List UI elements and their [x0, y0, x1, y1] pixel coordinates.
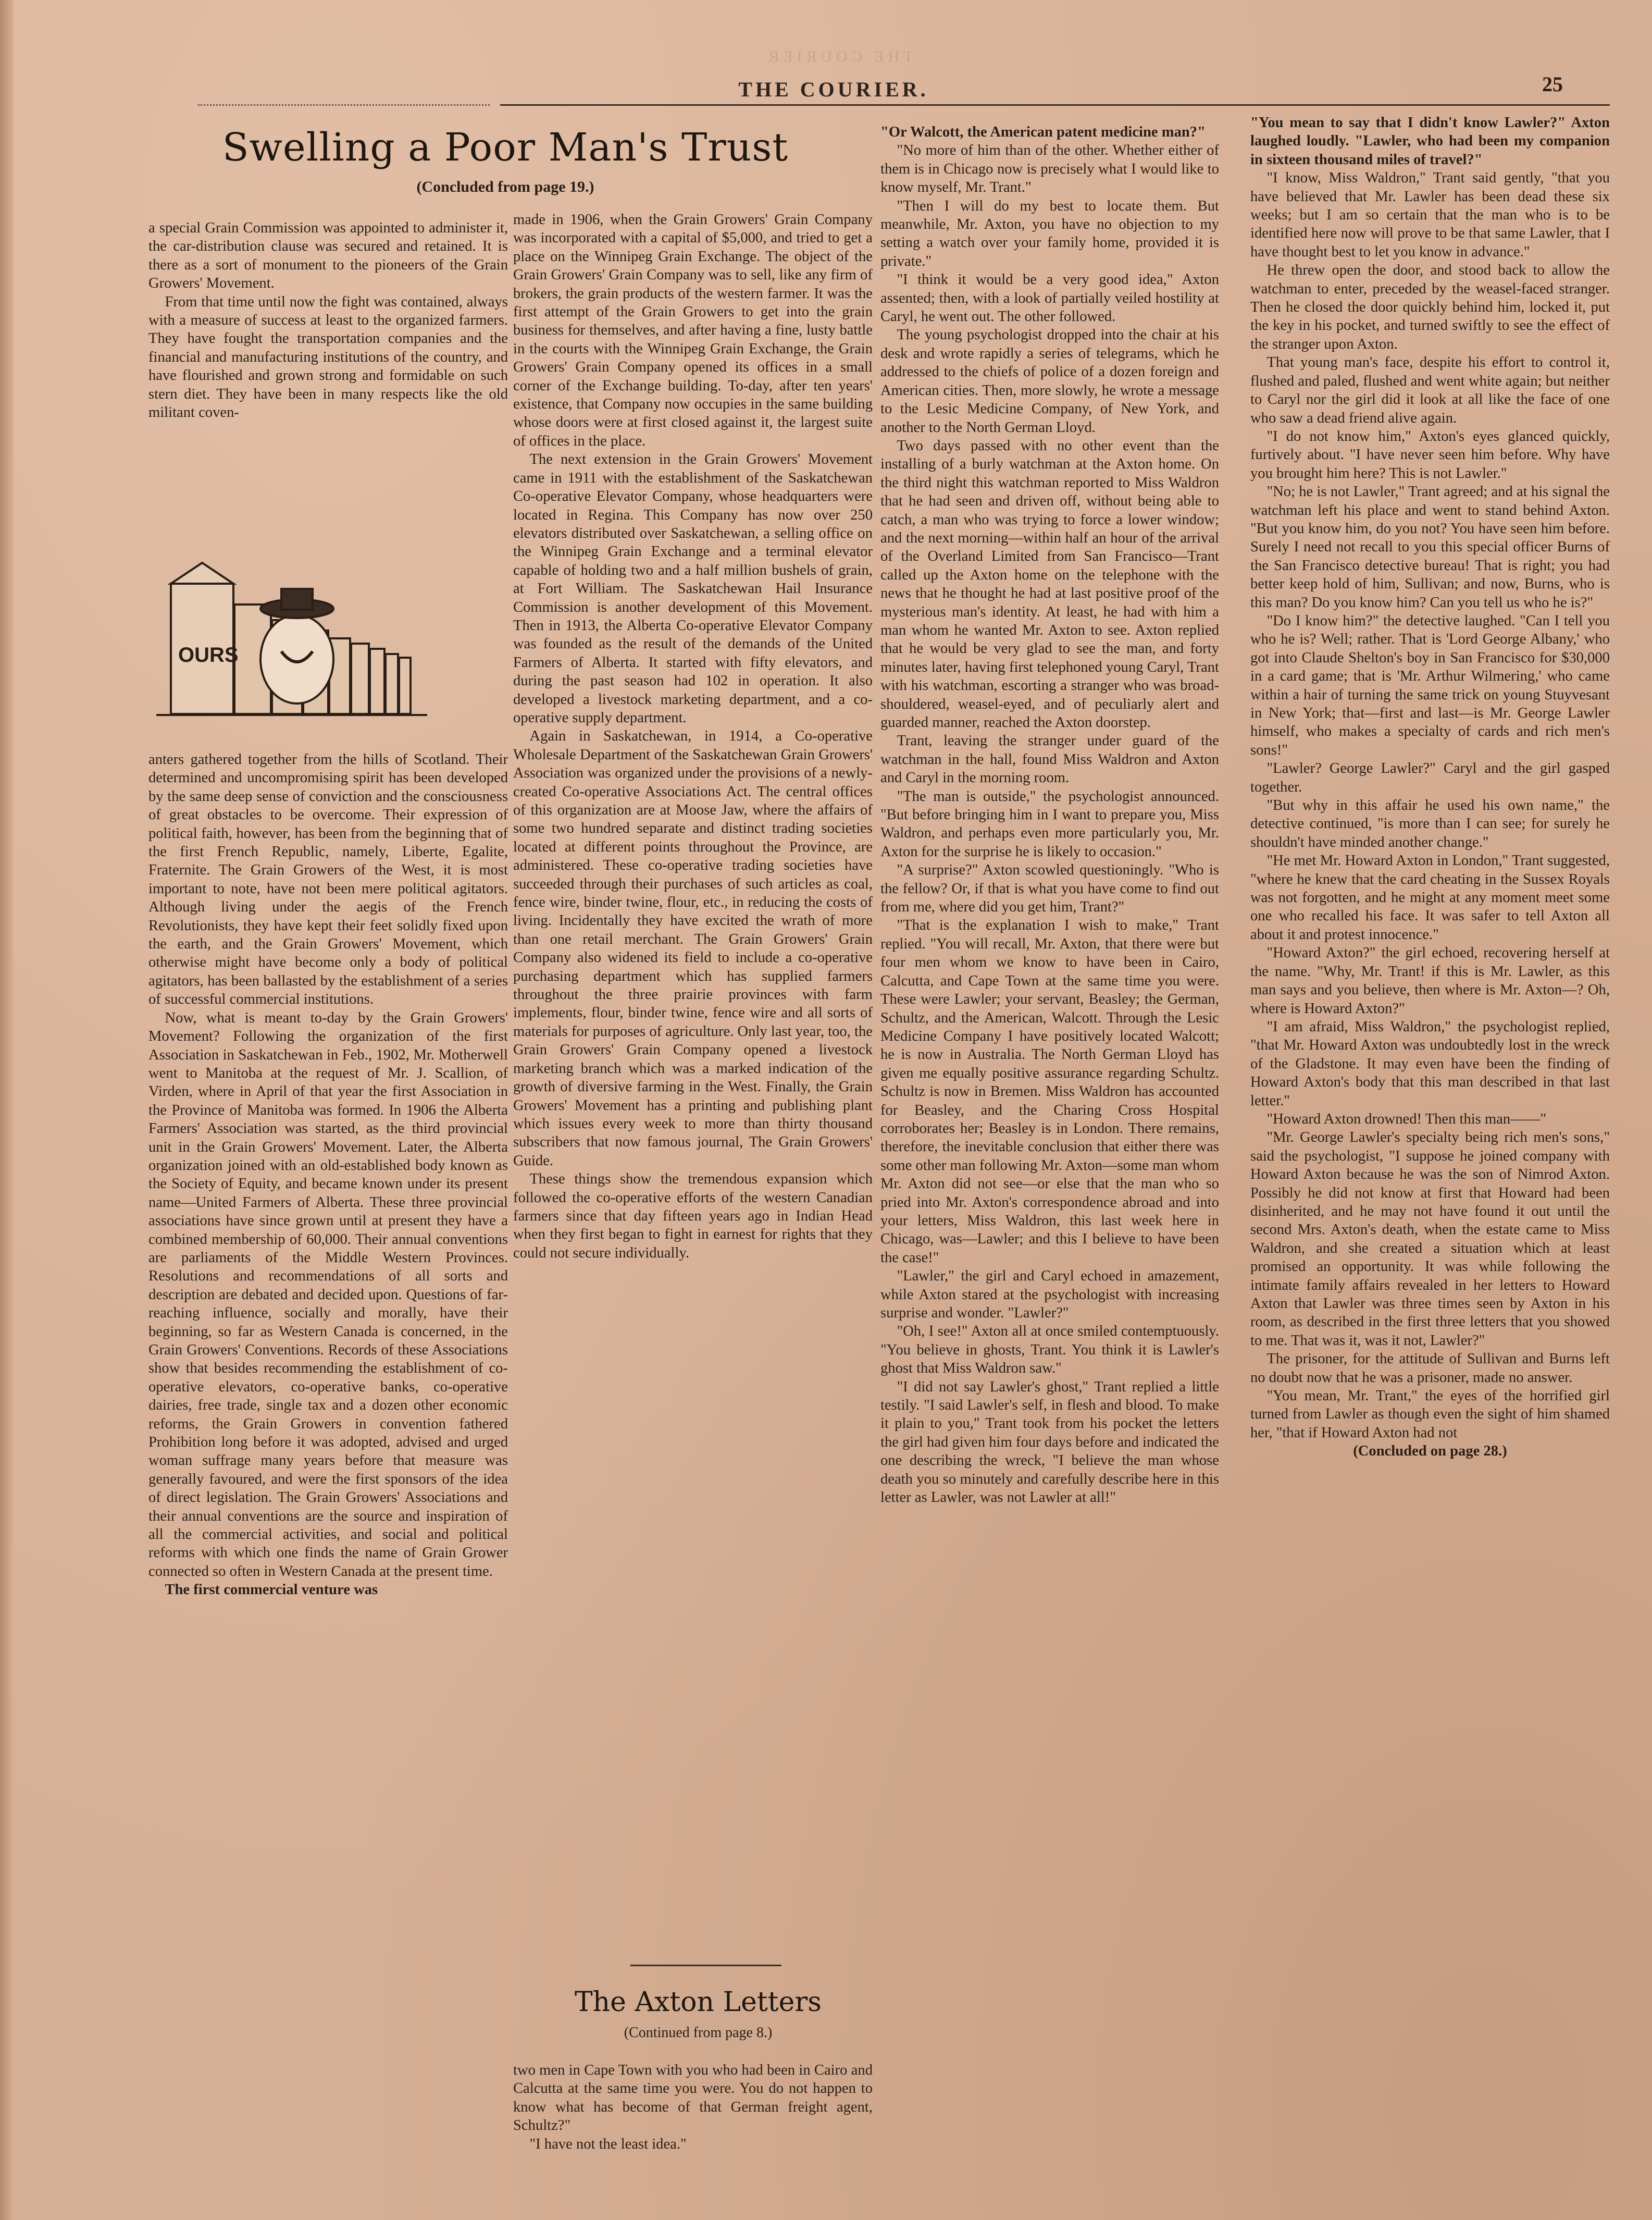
paragraph: "A surprise?" Axton scowled questioningly. "Who is the fellow? Or, if that is what you have come to find out from me, where did you get him, Trant?" — [880, 862, 1219, 916]
running-head: THE COURIER. — [738, 78, 929, 101]
paragraph: The first commercial venture was — [165, 1582, 378, 1598]
paragraph: "The man is outside," the psychologist announced. "But before bringing him in I want to prepare you, Miss Waldron, and perhaps even more particularly you, Mr. Axton for the surprise he is likely to occasion." — [880, 788, 1219, 860]
bleed-through-text: THE COURIER — [764, 48, 913, 65]
paragraph: "I am afraid, Miss Waldron," the psychologist replied, "that Mr. Howard Axton was undoubtedly lost in the wreck of the Gladstone. It may even have been the finding of Howard Axton's body that this man described in that last letter." — [1250, 1018, 1610, 1109]
paragraph: He threw open the door, and stood back to allow the watchman to enter, preceded by the weasel-faced stranger. Then he closed the door quickly behind him, locked it, put the key in his pocket, and turned swiftly to see the effect of the stranger upon Axton. — [1250, 262, 1610, 352]
paragraph: "I have not the least idea." — [529, 2136, 687, 2152]
paragraph: Trant, leaving the stranger under guard of the watchman in the hall, found Miss Waldron and Axton and Caryl in the morning room. — [880, 733, 1219, 786]
ours-sign: OURS — [178, 644, 239, 667]
paragraph: "Howard Axton drowned! Then this man——" — [1266, 1111, 1547, 1127]
page-edge — [0, 0, 14, 2220]
paragraph: "No more of him than of the other. Whether either of them is in Chicago now is precisely what I would like to know myself, Mr. Trant." — [880, 142, 1219, 196]
page-number: 25 — [1542, 72, 1563, 96]
paragraph: The prisoner, for the attitude of Sullivan and Burns left no doubt now that he was a prisoner, made no answer. — [1250, 1351, 1610, 1386]
column-4 — [1250, 114, 1610, 2156]
column-2-story — [513, 2061, 873, 2181]
paragraph: The young psychologist dropped into the chair at his desk and wrote rapidly a series of telegrams, which he addressed to the chiefs of police of a dozen foreign and American cities. Then, more slowly, he wrote a message to the Lesic Medicine Company, of New York, and another to the North German Lloyd. — [880, 327, 1219, 436]
column-1-top — [148, 219, 508, 532]
paragraph: anters gathered together from the hills of Scotland. Their determined and uncompromising spirit has been developed by the same deep sense of conviction and the consciousness of great obstacles to be overcome. Their expression of political faith, however, has been from the beginning that of the first French Republic, namely, Liberte, Egalite, Fraternite. The Grain Growers of the West, it is most important to note, have not been mere political agitators. Although living under the aegis of the French Revolutionists, they have kept their feet solidly fixed upon the earth, and the Grain Growers' Movement, which otherwise might have become only a body of political agitators, has been ballasted by the establishment of a series of successful commercial institutions. — [148, 751, 508, 1008]
paragraph: "Oh, I see!" Axton all at once smiled contemptuously. "You believe in ghosts, Trant. You think it is Lawler's ghost that Miss Waldron saw." — [880, 1323, 1219, 1377]
paragraph: made in 1906, when the Grain Growers' Grain Company was incorporated with a capital of $5,000, and tried to get a place on the Winnipeg Grain Exchange. The object of the Grain Growers' Grain Company was to sell, like any firm of brokers, the grain products of the western farmer. It was the first attempt of the Grain Growers to get into the grain business for themselves, and after having a fine, lusty battle in the courts with the Winnipeg Grain Exchange, the Grain Growers' Grain Company opened its offices in a small corner of the Exchange building. To-day, after ten years' existence, that Company now occupies in the same building whose doors were at first closed against it, the largest suite of offices in the place. — [513, 212, 873, 449]
paragraph: "But why in this affair he used his own name," the detective continued, "is more than I can see; for surely he shouldn't have minded another change." — [1250, 797, 1610, 850]
concluded-note: (Concluded from page 19.) — [416, 178, 594, 195]
paragraph: "No; he is not Lawler," Trant agreed; and at his signal the watchman left his place and went to stand behind Axton. "But you know him, do you not? You have seen him before. Surely I need not recall to you this special officer Burns of the San Francisco detective bureau! That is right; you had better keep hold of him, Sullivan; and now, Burns, who is this man? Do you know him? Can you tell us who he is?" — [1250, 484, 1610, 611]
column-2 — [513, 211, 873, 1935]
farmer-figure — [260, 615, 333, 704]
paragraph: "Howard Axton?" the girl echoed, recovering herself at the name. "Why, Mr. Trant! if this is Mr. Lawler, as this man says and you believe, then where is Mr. Axton—? Oh, where is Howard Axton?" — [1250, 945, 1610, 1017]
paragraph: "That is the explanation I wish to make," Trant replied. "You will recall, Mr. Axton, that there were but four men whom we know to have been in Cairo, Calcutta, and Cape Town at the same time you were. These were Lawler; your servant, Beasley; the German, Schultz, and the American, Walcott. Through the Lesic Medicine Company I have positively located Walcott; he is now in Australia. The North German Lloyd has given me equally positive assurance regarding Schultz. Schultz is now in Bremen. Miss Waldron has accounted for Beasley, and the Charing Cross Hospital corroborates her; Beasley is in London. There remains, therefore, the inevitable conclusion that either there was some other man following Mr. Axton—some man whom Mr. Axton did not see—or else that the man who so pried into Mr. Axton's correspondence abroad and into your letters, Miss Waldron, this last week here in Chicago, was—Lawler; and this I believe to have been the case!" — [880, 917, 1219, 1266]
paragraph: The next extension in the Grain Growers' Movement came in 1911 with the establishment of the Saskatchewan Co-operative Elevator Company, whose headquarters were located in Regina. This Company has now over 250 elevators distributed over Saskatchewan, a selling office on the Winnipeg Grain Exchange and a terminal elevator capable of holding two and a half million bushels of grain, at Fort William. The Saskatchewan Hail Insurance Commission is another development of this Movement. Then in 1913, the Alberta Co-operative Elevator Company was founded as the result of the demands of the United Farmers of Alberta. It started with fifty elevators, and during the past season had 102 in operation. It also developed a livestock marketing department, and a co-operative supply department. — [513, 451, 873, 726]
continued-note: (Continued from page 8.) — [624, 2025, 773, 2041]
paragraph: Again in Saskatchewan, in 1914, a Co-operative Wholesale Department of the Saskatchewan Grain Growers' Association was organized under the provisions of a newly-created Co-operative Associations Act. The central offices of this organization are at Moose Jaw, where the affairs of some two hundred separate and distinct trading societies located at different points throughout the Province, are administered. These co-operative trading societies have succeeded through their purchases of such articles as coal, fence wire, binder twine, flour, etc., in reducing the costs of living. Incidentally they have excited the wrath of more than one retail merchant. The Grain Growers' Grain Company also widened its field to include a co-operative purchasing department which has supplied farmers throughout the three prairie provinces with farm implements, flour, binder twine, fence wire and all sorts of materials for purposes of agriculture. Only last year, too, the Grain Growers' Grain Company opened a livestock marketing branch which was a marked indication of the growth of diversive farming in the West. Finally, the Grain Growers' Movement has a printing and publishing plant which issues every week to more than thirty thousand subscribers that now famous journal, The Grain Growers' Guide. — [513, 728, 873, 1169]
paragraph: "Lawler," the girl and Caryl echoed in amazement, while Axton stared at the psychologist with increasing surprise and wonder. "Lawler?" — [880, 1268, 1219, 1321]
paragraph: That young man's face, despite his effort to control it, flushed and paled, flushed and went white again; but neither to Caryl nor the girl did it look at all like the face of one who saw a dead friend alive again. — [1250, 354, 1610, 426]
header-rule — [500, 104, 1610, 106]
paragraph: "You mean to say that I didn't know Lawler?" Axton laughed loudly. "Lawler, who had been my companion in sixteen thousand miles of travel?" — [1250, 115, 1610, 168]
section-rule — [630, 1965, 781, 1966]
concluded-on-note: (Concluded on page 28.) — [1353, 1443, 1507, 1460]
paragraph: "I think it would be a very good idea," Axton assented; then, with a look of partially veiled hostility at Caryl, he went out. The other followed. — [880, 272, 1219, 325]
column-1-bottom — [148, 750, 508, 2173]
paragraph: "You mean, Mr. Trant," the eyes of the horrified girl turned from Lawler as though even the sight of him shamed her, "that if Howard Axton had not — [1250, 1388, 1610, 1441]
story-title: The Axton Letters — [575, 1987, 822, 2018]
paragraph: These things show the tremendous expansion which followed the co-operative efforts of the western Canadian farmers since that day fifteen years ago in Indian Head when they first began to fight in earnest for rights that they could not secure individually. — [513, 1171, 873, 1261]
column-3 — [880, 123, 1219, 2197]
paragraph: "Then I will do my best to locate them. But meanwhile, Mr. Axton, you have no objection to my setting a watch over your family home, provided it is private." — [880, 198, 1219, 269]
dotted-rule — [198, 104, 490, 106]
paragraph: Two days passed with no other event than the installing of a burly watchman at the Axton home. On the third night this watchman reported to Miss Waldron that he had seen and driven off, without being able to catch, a man who was trying to force a lower window; and the next morning—within half an hour of the arrival of the Overland Limited from San Francisco—Trant called up the Axton home on the telephone with the news that he thought he had at last positive proof of the mysterious man's identity. At least, he had with him a man whom he wanted Mr. Axton to see. Axton replied that he would be very glad to see the man, and forty minutes later, having first telephoned young Caryl, Trant with his watchman, escorting a stranger who was broad-shouldered, weasel-eyed, and of peculiarly alert and guarded manner, reached the Axton doorstep. — [880, 437, 1219, 731]
paragraph: "Or Walcott, the American patent medicine man?" — [880, 124, 1206, 140]
elevator-roof — [171, 563, 233, 584]
paragraph: From that time until now the fight was contained, always with a measure of success at least to the organized farmers. They have fought the transportation companies and the financial and manufacturing institutions of the country, and have flourished and grown strong and formidable on such stern diet. They have been in many respects like the old militant coven- — [148, 293, 508, 421]
paragraph: "Do I know him?" the detective laughed. "Can I tell you who he is? Well; rather. That is 'Lord George Albany,' who got into Claude Shelton's boy in San Francisco for $30,000 in a card game; that is 'Mr. Arthur Wilmering,' who came within a hair of turning the same trick on young Stuyvesant in New York; that—first and last—is Mr. George Lawler himself, who makes a specialty of cards and rich men's sons!" — [1250, 612, 1610, 758]
paragraph: a special Grain Commission was appointed to administer it, the car-distribution clause was secured and retained. It is there as a sort of monument to the pioneers of the Grain Growers' Movement. — [148, 220, 508, 292]
article-title: Swelling a Poor Man's Trust — [222, 125, 789, 170]
paragraph: Now, what is meant to-day by the Grain Growers' Movement? Following the organization of the first Association in Saskatchewan in Feb., 1902, Mr. Motherwell went to Manitoba at the request of Mr. J. Scallion, of Virden, where in April of that year the first Association in the Province of Manitoba was formed. In 1906 the Alberta Farmers' Association was started, as the third provincial unit in the Grain Growers' Movement. Later, the Alberta organization joined with an old-established body known as the Society of Equity, and became known under its present name—United Farmers of Alberta. These three provincial associations have since grown until at present they have a combined membership of 60,000. Their annual conventions are parliaments of the Middle Western Provinces. Resolutions and recommendations of all sorts and description are debated and decided upon. Questions of far-reaching influence, socially and morally, have their beginning, so far as Western Canada is concerned, in the Grain Growers' Conventions. Records of these Associations show that besides recommending the establishment of co-operative elevators, co-operative banks, co-operative dairies, free trade, single tax and a dozen other economic reforms, the Grain Growers in convention fathered Prohibition long before it was adopted, advised and urged woman suffrage many years before that measure was generally favoured, and were the first sponsors of the idea of direct legislation. The Grain Growers' Associations and their annual conventions are the source and inspiration of all the commercial activities, and social and political reforms with which one finds the name of Grain Grower connected so often in Western Canada at the present time. — [148, 1009, 508, 1580]
paragraph: "Mr. George Lawler's specialty being rich men's sons," said the psychologist, "I suppose he joined company with Howard Axton because he was the son of Nimrod Axton. Possibly he did not know at first that Howard had been disinherited, and he may not have found it out until the second Mrs. Axton's death, when the estate came to Miss Waldron, and she created a situation which at least promised an opportunity. It was while following the intimate family affairs revealed in her letters to Howard Axton that Lawler was three times seen by Axton in his room, as described in the first three letters that you showed to me. That was it, was it not, Lawler?" — [1250, 1129, 1610, 1349]
grain-elevators-cartoon — [156, 547, 427, 740]
paragraph: "I do not know him," Axton's eyes glanced quickly, furtively about. "I have never seen him before. Why have you brought him here? This is not Lawler." — [1250, 428, 1610, 482]
paragraph: "Lawler? George Lawler?" Caryl and the girl gasped together. — [1250, 760, 1610, 795]
paragraph: "I know, Miss Waldron," Trant said gently, "that you have believed that Mr. Lawler has been dead these six weeks; but I am so certain that the man who is to be identified here now will prove to be that same Lawler, that I have thought best to let you know in advance." — [1250, 170, 1610, 260]
paragraph: "He met Mr. Howard Axton in London," Trant suggested, "where he knew that the card cheating in the Sussex Royals was not forgotten, and he might at any moment meet some one who recalled his face. It was safer to tell Axton all about it and protest innocence." — [1250, 853, 1610, 943]
paragraph: two men in Cape Town with you who had been in Cairo and Calcutta at the same time you were. You do not happen to know what has become of that German freight agent, Schultz?" — [513, 2062, 873, 2134]
paragraph: "I did not say Lawler's ghost," Trant replied a little testily. "I said Lawler's self, in flesh and blood. To make it plain to you," Trant took from his pocket the letters the girl had given him four days before and indicated the one describing the wreck, "I believe the man whose death you so minutely and carefully describe here in this letter as Lawler, was not Lawler at all!" — [880, 1378, 1219, 1506]
